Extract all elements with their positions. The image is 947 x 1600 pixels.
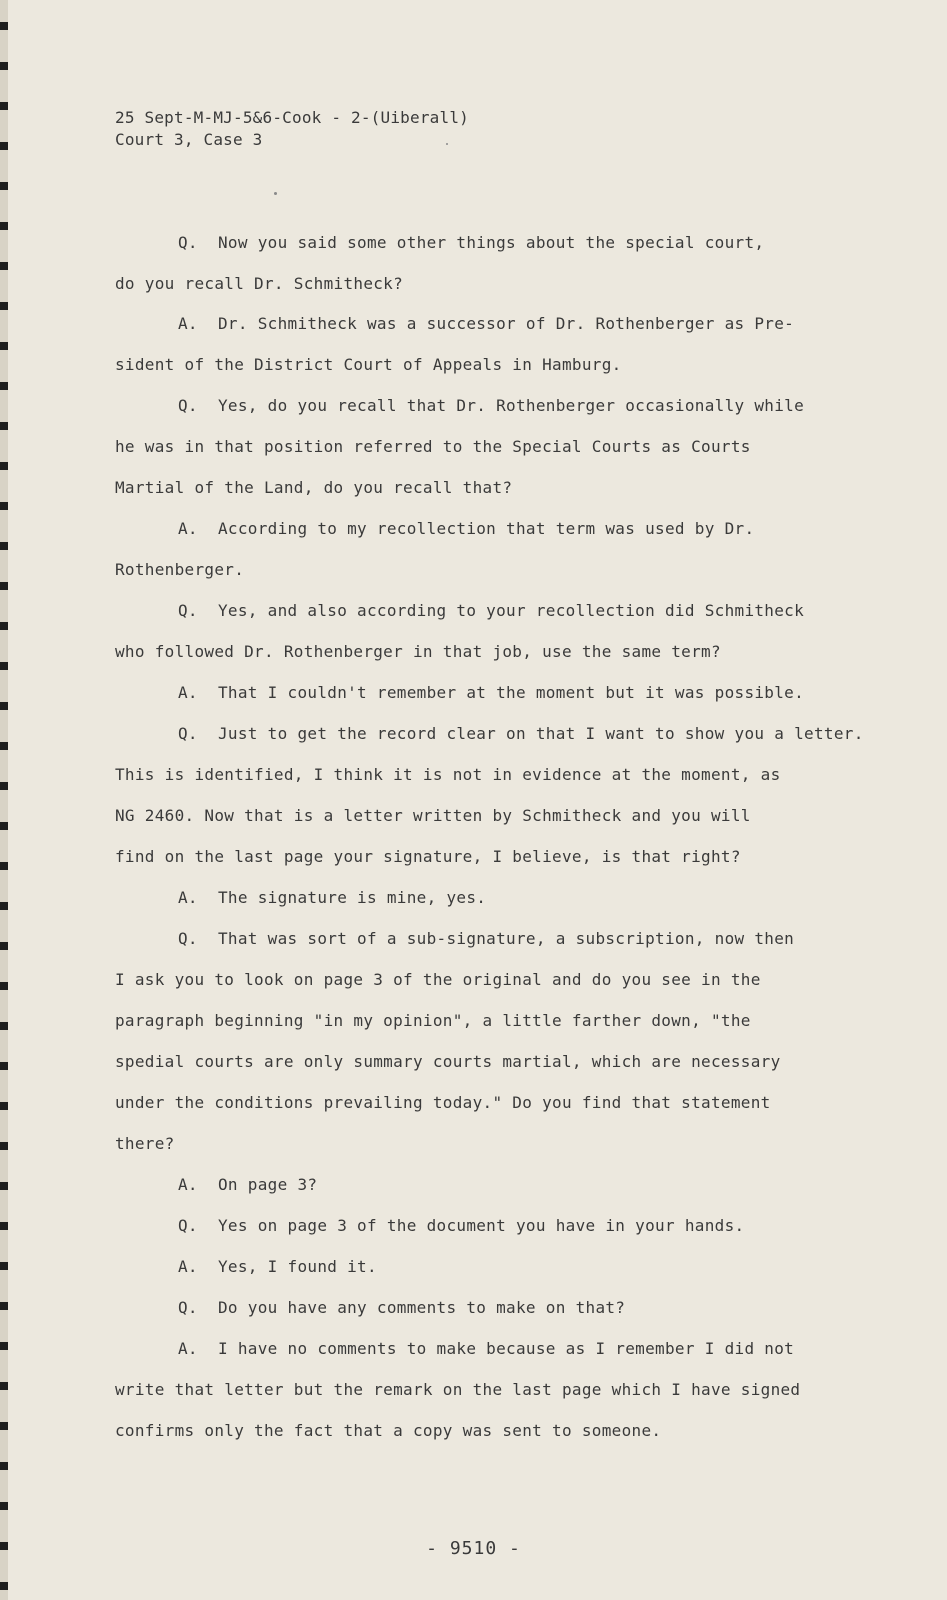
speaker-label: Q. bbox=[178, 1216, 198, 1235]
transcript-line bbox=[178, 683, 804, 703]
transcript-line bbox=[178, 929, 794, 949]
transcript-line bbox=[115, 806, 751, 826]
line-text: Martial of the Land, do you recall that? bbox=[115, 478, 513, 497]
line-text: Yes, I found it. bbox=[218, 1257, 377, 1276]
transcript-line bbox=[115, 478, 512, 498]
transcript-line bbox=[115, 970, 761, 990]
transcript-line bbox=[115, 847, 741, 867]
line-text: On page 3? bbox=[218, 1175, 318, 1194]
transcript-line bbox=[115, 1011, 751, 1031]
transcript-line bbox=[115, 765, 781, 785]
transcript-line bbox=[115, 274, 403, 294]
line-text: he was in that position referred to the Special Courts as Courts bbox=[115, 437, 751, 456]
line-text: Now you said some other things about the special court, bbox=[218, 233, 765, 252]
transcript-line bbox=[115, 1421, 661, 1441]
speaker-label: A. bbox=[178, 1257, 198, 1276]
transcript-line bbox=[115, 1093, 771, 1113]
transcript-line bbox=[178, 1257, 377, 1277]
speaker-label: Q. bbox=[178, 929, 198, 948]
transcript-line bbox=[178, 1339, 794, 1359]
line-text: Yes, do you recall that Dr. Rothenberger occasionally while bbox=[218, 396, 805, 415]
transcript-line bbox=[178, 724, 864, 744]
header-court-line: Court 3, Case 3 bbox=[115, 130, 263, 149]
line-text: Dr. Schmitheck was a successor of Dr. Rothenberger as Pre- bbox=[218, 314, 795, 333]
line-text: sident of the District Court of Appeals in Hamburg. bbox=[115, 355, 622, 374]
transcript-line bbox=[115, 355, 622, 375]
line-text: write that letter but the remark on the last page which I have signed bbox=[115, 1380, 801, 1399]
transcript-line bbox=[178, 888, 486, 908]
transcript-line bbox=[115, 1052, 781, 1072]
paper-speck bbox=[274, 192, 277, 195]
line-text: confirms only the fact that a copy was sent to someone. bbox=[115, 1421, 662, 1440]
speaker-label: A. bbox=[178, 1339, 198, 1358]
line-text: I have no comments to make because as I remember I did not bbox=[218, 1339, 795, 1358]
speaker-label: Q. bbox=[178, 396, 198, 415]
line-text: do you recall Dr. Schmitheck? bbox=[115, 274, 404, 293]
line-text: I ask you to look on page 3 of the original and do you see in the bbox=[115, 970, 761, 989]
speaker-label: A. bbox=[178, 1175, 198, 1194]
binding-edge bbox=[0, 0, 8, 1600]
line-text: NG 2460. Now that is a letter written by Schmitheck and you will bbox=[115, 806, 751, 825]
transcript-line bbox=[115, 642, 721, 662]
transcript-line bbox=[115, 1380, 800, 1400]
speaker-label: Q. bbox=[178, 233, 198, 252]
paper-speck bbox=[446, 143, 448, 145]
transcript-line bbox=[178, 519, 754, 539]
speaker-label: A. bbox=[178, 314, 198, 333]
header-reference-line: 25 Sept-M-MJ-5&6-Cook - 2-(Uiberall) bbox=[115, 108, 469, 127]
transcript-line bbox=[178, 314, 794, 334]
document-header bbox=[115, 107, 469, 151]
line-text: Yes on page 3 of the document you have in your hands. bbox=[218, 1216, 745, 1235]
line-text: The signature is mine, yes. bbox=[218, 888, 487, 907]
speaker-label: Q. bbox=[178, 1298, 198, 1317]
line-text: under the conditions prevailing today." Do you find that statement bbox=[115, 1093, 771, 1112]
line-text: Do you have any comments to make on that? bbox=[218, 1298, 626, 1317]
line-text: Yes, and also according to your recollection did Schmitheck bbox=[218, 601, 805, 620]
line-text: According to my recollection that term was used by Dr. bbox=[218, 519, 755, 538]
line-text: Rothenberger. bbox=[115, 560, 245, 579]
transcript-line bbox=[178, 233, 764, 253]
speaker-label: Q. bbox=[178, 724, 198, 743]
line-text: This is identified, I think it is not in evidence at the moment, as bbox=[115, 765, 781, 784]
transcript-line bbox=[115, 437, 751, 457]
line-text: spedial courts are only summary courts martial, which are necessary bbox=[115, 1052, 781, 1071]
line-text: That I couldn't remember at the moment but it was possible. bbox=[218, 683, 805, 702]
speaker-label: A. bbox=[178, 888, 198, 907]
transcript-line bbox=[178, 601, 804, 621]
line-text: Just to get the record clear on that I want to show you a letter. bbox=[218, 724, 864, 743]
line-text: find on the last page your signature, I believe, is that right? bbox=[115, 847, 741, 866]
transcript-line bbox=[178, 1216, 744, 1236]
transcript-line bbox=[115, 560, 244, 580]
line-text: there? bbox=[115, 1134, 175, 1153]
speaker-label: A. bbox=[178, 683, 198, 702]
speaker-label: Q. bbox=[178, 601, 198, 620]
line-text: who followed Dr. Rothenberger in that job, use the same term? bbox=[115, 642, 721, 661]
transcript-line bbox=[178, 1298, 625, 1318]
transcript-line bbox=[178, 396, 804, 416]
transcript-line bbox=[115, 1134, 175, 1154]
speaker-label: A. bbox=[178, 519, 198, 538]
transcript-line bbox=[178, 1175, 317, 1195]
line-text: paragraph beginning "in my opinion", a little farther down, "the bbox=[115, 1011, 751, 1030]
page-number: - 9510 - bbox=[426, 1538, 521, 1559]
line-text: That was sort of a sub-signature, a subscription, now then bbox=[218, 929, 795, 948]
